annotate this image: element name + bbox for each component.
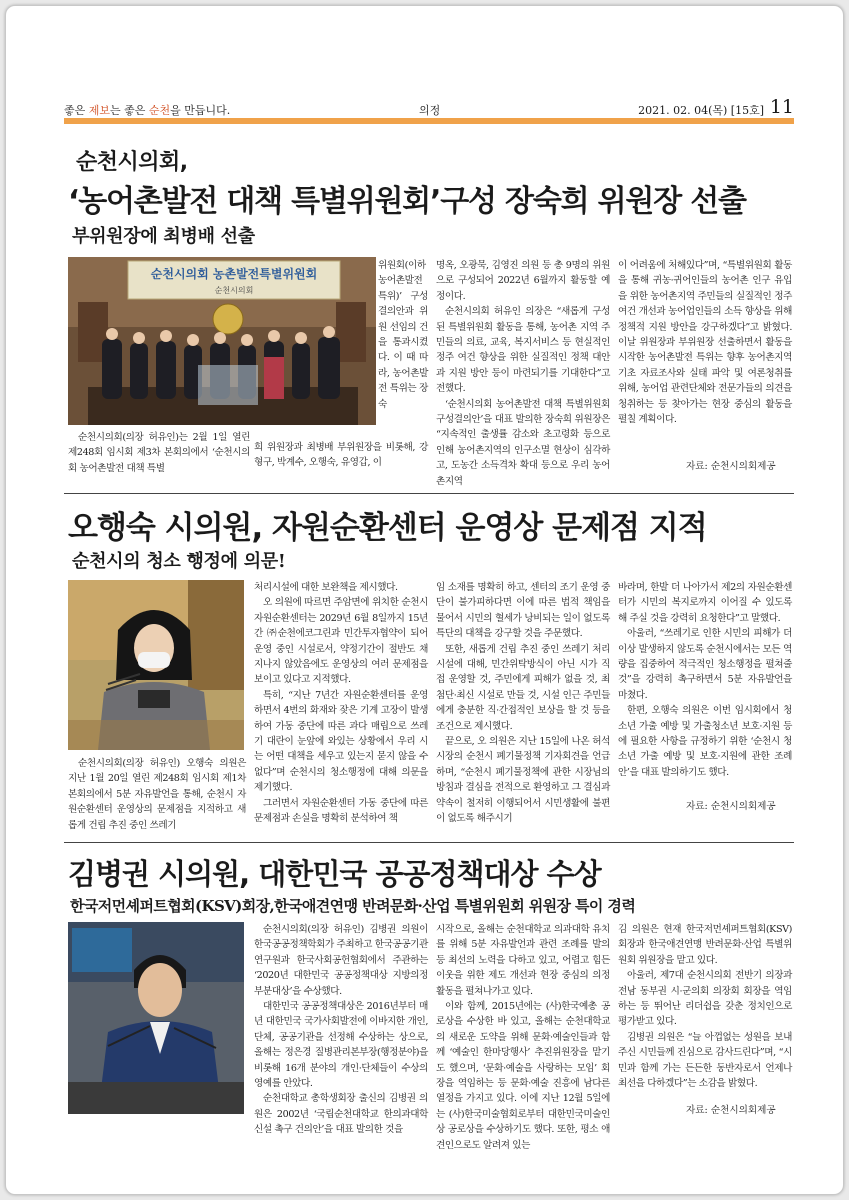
page-header: [64, 96, 794, 118]
banner-text: 순천시의회 농촌발전특별위원회: [150, 267, 318, 281]
article3-col2: [254, 922, 428, 1148]
article2-col4-p1: 바라며, 한발 더 나아가서 제2의 자원순환센터가 시민의 복지로까지 이어질 수 있도록 해 주실 것을 강력히 요청한다”고 말했다.: [618, 582, 792, 624]
newspaper-page: [5, 5, 844, 1195]
article2-col2-p3: 특히, “지난 7년간 자원순환센터를 운영하면서 4번의 화재와 잦은 기계 고장이 발생하여 가동 중단에 따른 과다 매립으로 쓰레기 대란이 눈앞에 와있는 상황에서 우리 시는 어떤 대책을 세우고 있는지 묻지 않을 수 없다”며 순천시의 청소행정에 대해 의문을 제기했다.: [254, 689, 428, 794]
article2-col4-p2: 아울러, “쓰레기로 인한 시민의 피해가 더 이상 발생하지 않도록 순천시에서는 모든 역량을 집중하여 적극적인 청소행정을 펼쳐줄 것”을 강력히 촉구하면서 5분 자유발언을 마쳤다.: [618, 628, 792, 701]
article2-col2-p4: 그러면서 자원순환센터 가동 중단에 따른 문제점과 손실을 명확히 분석하여 책: [254, 797, 428, 825]
article1-side-text: 위원회(이하 농어촌발전 특위)’ 구성결의안과 위원 선임의 건을 통과시켰다. 이 때 따라, 농어촌발전 특위는 장숙: [378, 260, 428, 410]
article3-title: 김병권 시의원, 대한민국 공공정책대상 수상: [68, 857, 601, 891]
article1-photo: [68, 257, 376, 425]
article2-source: 자료: 순천시의회제공: [686, 801, 776, 812]
article1-kicker: 순천시의회,: [76, 150, 188, 175]
article2-caption: 순천시의회(의장 허유인) 오행숙 의원은 지난 1월 20일 열린 제248회 임시회 제1차 본회의에서 5분 자유발언을 통해, 순천시 자원순환센터 운영상의 문제점을 지적하고 새롭게 건립 추진 중인 쓰레기: [68, 758, 246, 831]
article2-subtitle: 순천시의 청소 행정에 의문!: [72, 551, 286, 572]
article2-photo: [68, 580, 244, 750]
article2-title: 오행숙 시의원, 자원순환센터 운영상 문제점 지적: [68, 510, 707, 546]
article3-subtitle: 한국저먼셰퍼트협회(KSV)회장,한국애견연맹 반려문화·산업 특별위원회 위원장 특이 경력: [70, 897, 636, 915]
article3-source: 자료: 순천시의회제공: [686, 1105, 776, 1116]
issue-date: 2021. 02. 04(목) [15호]: [638, 104, 764, 117]
article2-col2: [254, 580, 428, 832]
article3-col3-p2: 이와 함께, 2015년에는 (사)한국예총 공로상을 수상한 바 있고, 올해는 순천대학교의 새로운 도약을 위해 문화·예술인들과 함께 ‘예술인 한마당행사’ 추진위원장을 맡기도 했으며, ‘문화·예술을 사랑하는 모임’ 회장을 역임하는 등 문화·예술 진흥에 남다른 열정을 가지고 있다. 이에 지난 12월 5일에는 (사)한국미술협회로부터 대한민국미술인상 공로상을 수상하기도 했다. 또한, 평소 애견인으로도 알려져 있는: [436, 1001, 610, 1151]
article1-title: ‘농어촌발전 대책 특별위원회’구성 장숙희 위원장 선출: [68, 184, 746, 219]
page-number: 11: [769, 96, 794, 118]
article1-caption: 순천시의회(의장 허유인)는 2월 1일 열린 제248회 임시회 제3차 본회의에서 ‘순천시의회 농어촌발전 대책 특별: [68, 432, 250, 474]
article1-col3-p3: ‘순천시의회 농어촌발전 대책 특별위원회 구성결의안’을 대표 발의한 장숙희 위원장은 “지속적인 출생률 감소와 초고령화 등으로 인해 농어촌지역의 인구소멸 현상이 심각하고, 도농간 소득격차 확대 등으로 우리 농어촌지역: [436, 398, 610, 487]
article1-col3: [436, 258, 610, 487]
article2-col4: [618, 580, 792, 790]
article3-col3-p1: 시작으로, 올해는 순천대학교 의과대학 유치를 위해 5분 자유발언과 관련 조례를 발의 등 최선의 노력을 다하고 있고, 어렵고 힘든 이웃을 위한 제도 개선과 현장 중심의 의정활동을 펼쳐나가고 있다.: [436, 924, 610, 997]
article2-col2-p2: 오 의원에 따르면 주암면에 위치한 순천시 자원순환센터는 2029년 6월 8일까지 15년간 ㈜순천에코그린과 민간투자협약이 되어 운영 중인 시설로서, 약정기간이 절반도 채 지나지 않았음에도 운영상의 여러 문제점을 보이고 있다고 지적했다.: [254, 597, 428, 686]
article3-col4-p3: 김병권 의원은 “늘 아껍없는 성원을 보내주신 시민들께 진심으로 감사드린다”며, “시민과 함께 가는 든든한 동반자로서 언제나 최선을 다하겠다”는 소감을 밝혔다.: [618, 1031, 792, 1090]
article3-col3: [436, 922, 610, 1151]
article2-col3-p2: 또한, 새롭게 건립 추진 중인 쓰레기 처리시설에 대해, 민간위탁방식이 아닌 시가 직접 운영할 것, 주민에게 피해가 없을 것, 최첨단·최신 시설로 만들 것, 시설 인근 주민들에게 충분한 직·간접적인 보상을 할 것 등을 조건으로 제시했다.: [436, 643, 610, 732]
article3-photo: [68, 922, 244, 1114]
article-divider: [64, 493, 794, 494]
article1-col3-p1: 명옥, 오광묵, 김영진 의원 등 총 9명의 위원으로 구성되어 2022년 6월까지 활동할 예정이다.: [436, 260, 610, 302]
article-divider: [64, 842, 794, 843]
header-bar: [64, 118, 794, 124]
article1-col4: 이 어려움에 처해있다”며, “특별위원회 활동을 통해 귀농·귀어인들의 농어촌 인구 유입을 위한 농어촌지역 주민들의 실질적인 정주여건 개선과 농어업인들의 소득 향상을 위해 정책적 지원 방안을 강구하겠다”고 밝혔다. 이날 위원장과 부위원장 선출하면서 활동을 시작한 농어촌발전 특위는 향후 농어촌지역 기초 자료조사와 실태 파악 및 여론청취를 위해, 농어업 관련단체와 전문가들의 의견을 청취하는 등 찾아가는 현장 중심의 활동을 펼칠 계획이다.: [618, 260, 792, 426]
banner-logo-text: 순천시의회: [214, 286, 254, 295]
article3-col2-p1: 순천시의회(의장 허유인) 김병권 의원이 한국공공정책학회가 주최하고 한국공공기관연구원과 한국사회공헌협회에서 주관하는 ‘2020년 대한민국 공공정책대상 지방의정부분대상’을 수상했다.: [254, 924, 428, 997]
section-name: 의정: [419, 104, 441, 117]
article1-col3-p2: 순천시의회 허유인 의장은 “새롭게 구성된 특별위원회 활동을 통해, 농어촌 지역 주민들의 의료, 교육, 복지서비스 등 현실적인 정주 여건 향상을 위한 실질적인 정책 대안과 지원 방안 등이 마련되기를 기대한다”고 전했다.: [436, 306, 610, 395]
article3-col4: [618, 922, 792, 1092]
article2-col2-p1: 처리시설에 대한 보완책을 제시했다.: [254, 582, 398, 593]
article1-col2: 희 위원장과 최병배 부위원장을 비롯해, 강형구, 박계수, 오행숙, 유영갑, 이: [254, 442, 428, 469]
article3-col4-p2: 아울러, 제7대 순천시의회 전반기 의장과 전남 동부권 시·군의회 의장회 회장을 역임하는 등 뛰어난 리더쉽을 갖춘 정치인으로 평가받고 있다.: [618, 970, 792, 1028]
article3-col4-p1: 김 의원은 현재 한국저먼셰퍼트협회(KSV) 회장과 한국애견연맹 반려문화·산업 특별위원회 위원장을 맡고 있다.: [618, 924, 792, 966]
article3-col2-p2: 대한민국 공공정책대상은 2016년부터 매년 대한민국 국가사회발전에 이바지한 개인, 단체, 공공기관을 선정해 수상하는 상으로, 올해는 정은경 질병관리본부장(행정분야)을 비롯해 16개 분야의 개인·단체들이 수상의 영예를 안았다.: [254, 1001, 428, 1090]
article3-col2-p3: 순천대학교 총학생회장 출신의 김병권 의원은 2002년 ‘국립순천대학교 한의과대학 신설 촉구 건의안’을 대표 발의한 것을: [254, 1093, 428, 1136]
article2-col3: [436, 580, 610, 832]
article2-col4-p3: 한편, 오행숙 의원은 이번 임시회에서 청소년 가출 예방 및 가출청소년 보호·지원 등에 필요한 사항을 규정하기 위한 ‘순천시 청소년 가출 예방 및 보호·지원에 관한 조례안’을 대표 발의하기도 했다.: [618, 705, 792, 778]
article1-subtitle: 부위원장에 최병배 선출: [72, 226, 255, 247]
article2-col3-p3: 끝으로, 오 의원은 지난 15일에 나온 허석 시장의 순천시 폐기물정책 기자회견을 언급하며, “순천시 폐기물정책에 관한 시장님의 방침과 결심을 전적으로 환영하고 그 결심과 약속이 철저히 이행되어서 시민생활에 불편이 없도록 해주시기: [436, 736, 610, 825]
motto: 좋은 제보는 좋은 순천을 만듭니다.: [64, 104, 231, 117]
article2-col3-p1: 임 소재를 명확히 하고, 센터의 조기 운영 중단이 불가피하다면 이에 따른 법적 책임을 물어서 시민의 혈세가 낭비되는 일이 없도록 특단의 대책을 강구할 것을 주문했다.: [436, 582, 610, 640]
article1-source: 자료: 순천시의회제공: [686, 461, 776, 472]
